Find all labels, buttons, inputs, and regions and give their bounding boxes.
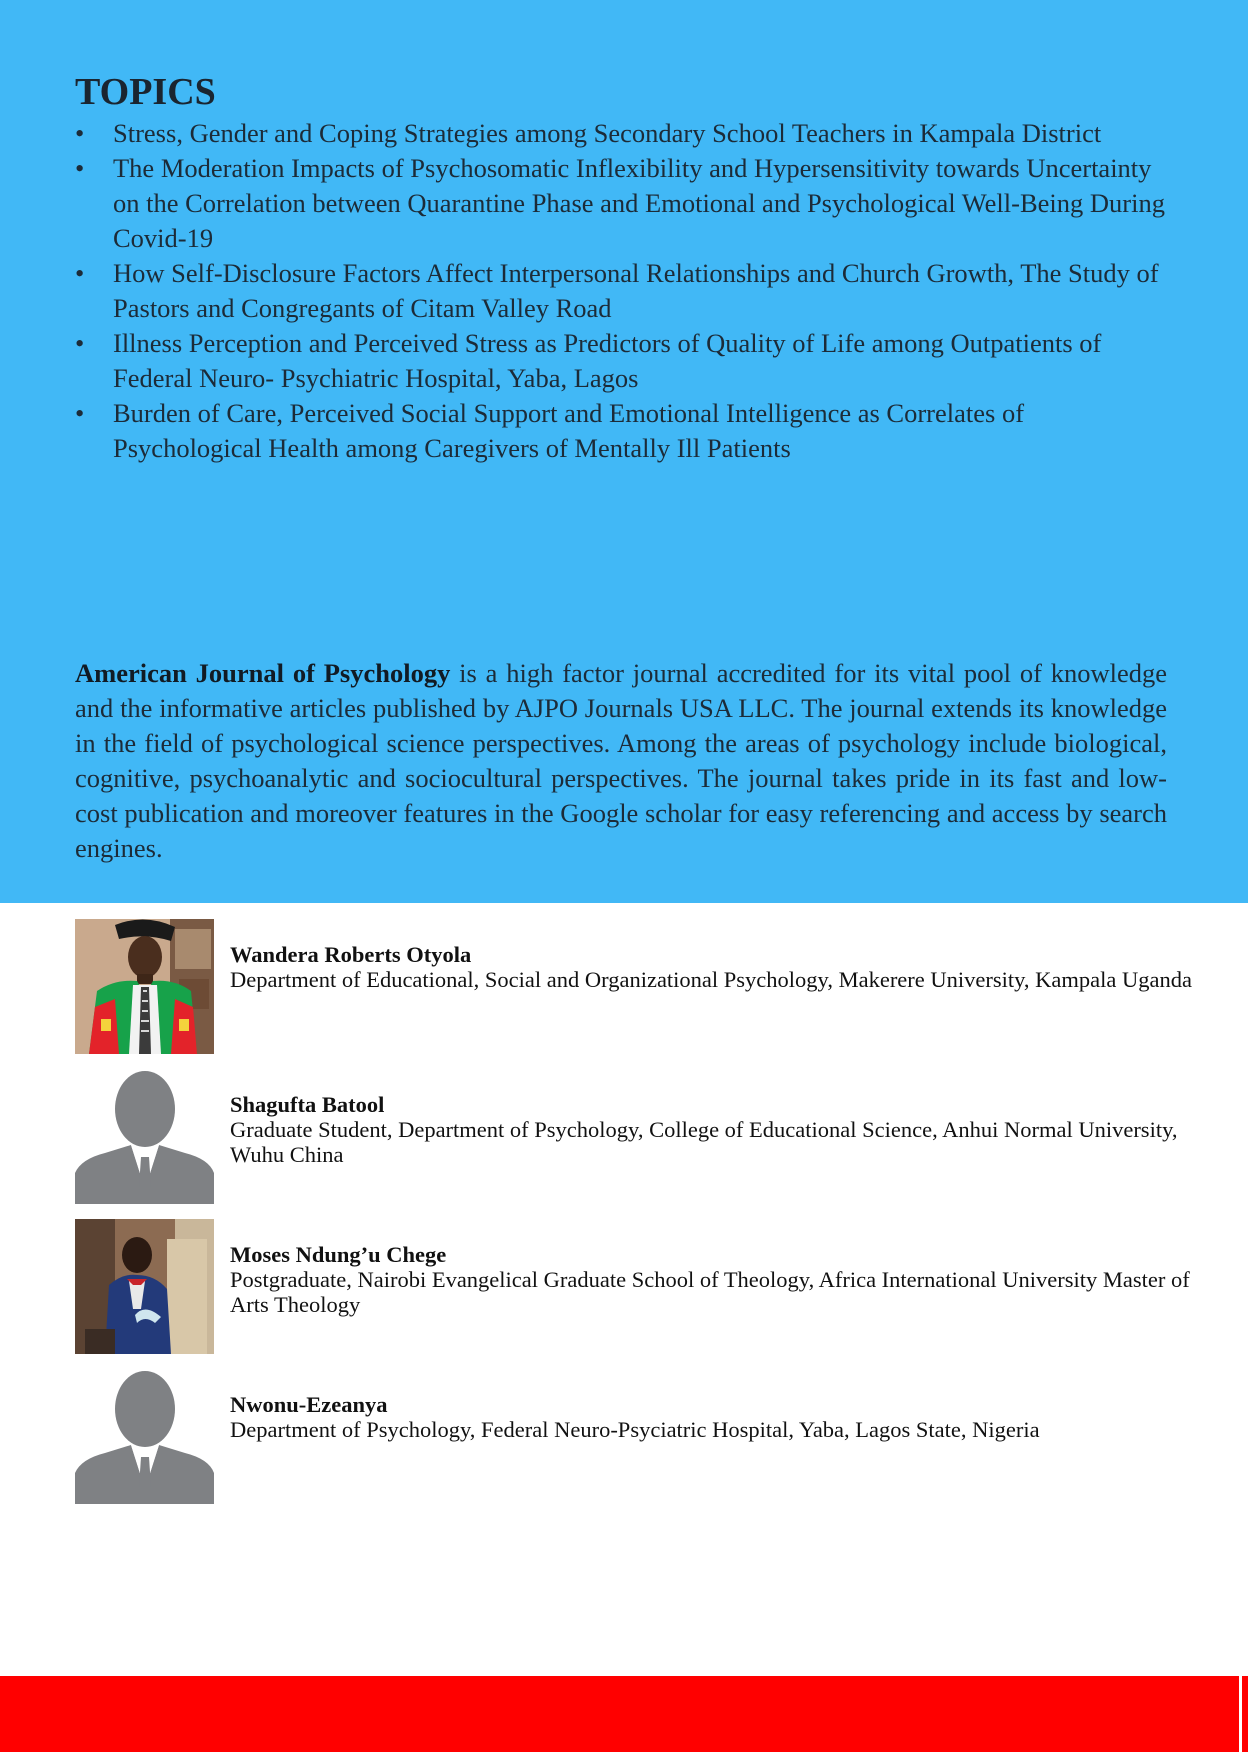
journal-name: American Journal of Psychology	[75, 658, 451, 688]
author-card	[75, 1219, 1195, 1354]
bullet-icon: •	[75, 153, 85, 183]
topic-item	[75, 116, 1170, 151]
topic-text: Burden of Care, Perceived Social Support and Emotional Intelligence as Correlates of Psychological Health among Caregivers of Mentally Ill Patients	[113, 398, 1025, 463]
topic-text: Stress, Gender and Coping Strategies among Secondary School Teachers in Kampala District	[113, 118, 1102, 148]
topic-item	[75, 396, 1170, 466]
footer-bar	[0, 1676, 1248, 1752]
topics-list	[75, 116, 1170, 466]
author-info	[230, 1392, 1210, 1442]
footer-divider	[1239, 1676, 1242, 1752]
author-name: Shagufta Batool	[230, 1092, 385, 1117]
bullet-icon: •	[75, 258, 85, 288]
topic-item	[75, 151, 1170, 256]
author-photo	[75, 919, 214, 1054]
person-silhouette-icon	[75, 1069, 214, 1204]
author-card	[75, 1069, 1195, 1204]
author-info	[230, 942, 1210, 992]
journal-description-text: is a high factor journal accredited for its vital pool of knowledge and the informative articles published by AJPO Journals USA LLC. The journal extends its knowledge in the field of psychological science perspectives. Among the areas of psychology include biological, cognitive, psychoanalytic and sociocultural perspectives. The journal takes pride in its fast and low-cost publication and moreover features in the Google scholar for easy referencing and access by search engines.	[75, 658, 1167, 863]
author-name: Moses Ndung’u Chege	[230, 1242, 447, 1267]
topic-item	[75, 256, 1170, 326]
topic-text: How Self-Disclosure Factors Affect Interpersonal Relationships and Church Growth, The Study of Pastors and Congregants of Citam Valley Road	[113, 258, 1159, 323]
portrait-photo-icon	[75, 919, 214, 1054]
topics-heading: TOPICS	[75, 71, 216, 113]
portrait-photo-icon	[75, 1219, 214, 1354]
author-affiliation: Department of Educational, Social and Organizational Psychology, Makerere University, Kampala Uganda	[230, 967, 1192, 992]
author-info	[230, 1242, 1210, 1317]
author-name: Nwonu-Ezeanya	[230, 1392, 388, 1417]
author-name: Wandera Roberts Otyola	[230, 942, 472, 967]
author-photo	[75, 1219, 214, 1354]
bullet-icon: •	[75, 328, 85, 358]
author-affiliation: Department of Psychology, Federal Neuro-Psyciatric Hospital, Yaba, Lagos State, Nigeria	[230, 1417, 1040, 1442]
author-photo	[75, 1069, 214, 1204]
topic-item	[75, 326, 1170, 396]
bullet-icon: •	[75, 398, 85, 428]
author-card	[75, 919, 1195, 1054]
author-photo	[75, 1369, 214, 1504]
topic-text: The Moderation Impacts of Psychosomatic Inflexibility and Hypersensitivity towards Uncertainty on the Correlation between Quarantine Phase and Emotional and Psychological Well-Being During Covid-19	[113, 153, 1165, 253]
bullet-icon: •	[75, 118, 85, 148]
person-silhouette-icon	[75, 1369, 214, 1504]
journal-description	[75, 656, 1167, 866]
author-info	[230, 1092, 1210, 1167]
topic-text: Illness Perception and Perceived Stress as Predictors of Quality of Life among Outpatients of Federal Neuro- Psychiatric Hospital, Yaba, Lagos	[113, 328, 1102, 393]
author-affiliation: Postgraduate, Nairobi Evangelical Graduate School of Theology, Africa International University Master of Arts Theology	[230, 1267, 1190, 1317]
author-affiliation: Graduate Student, Department of Psychology, College of Educational Science, Anhui Normal University, Wuhu China	[230, 1117, 1178, 1167]
author-card	[75, 1369, 1195, 1504]
